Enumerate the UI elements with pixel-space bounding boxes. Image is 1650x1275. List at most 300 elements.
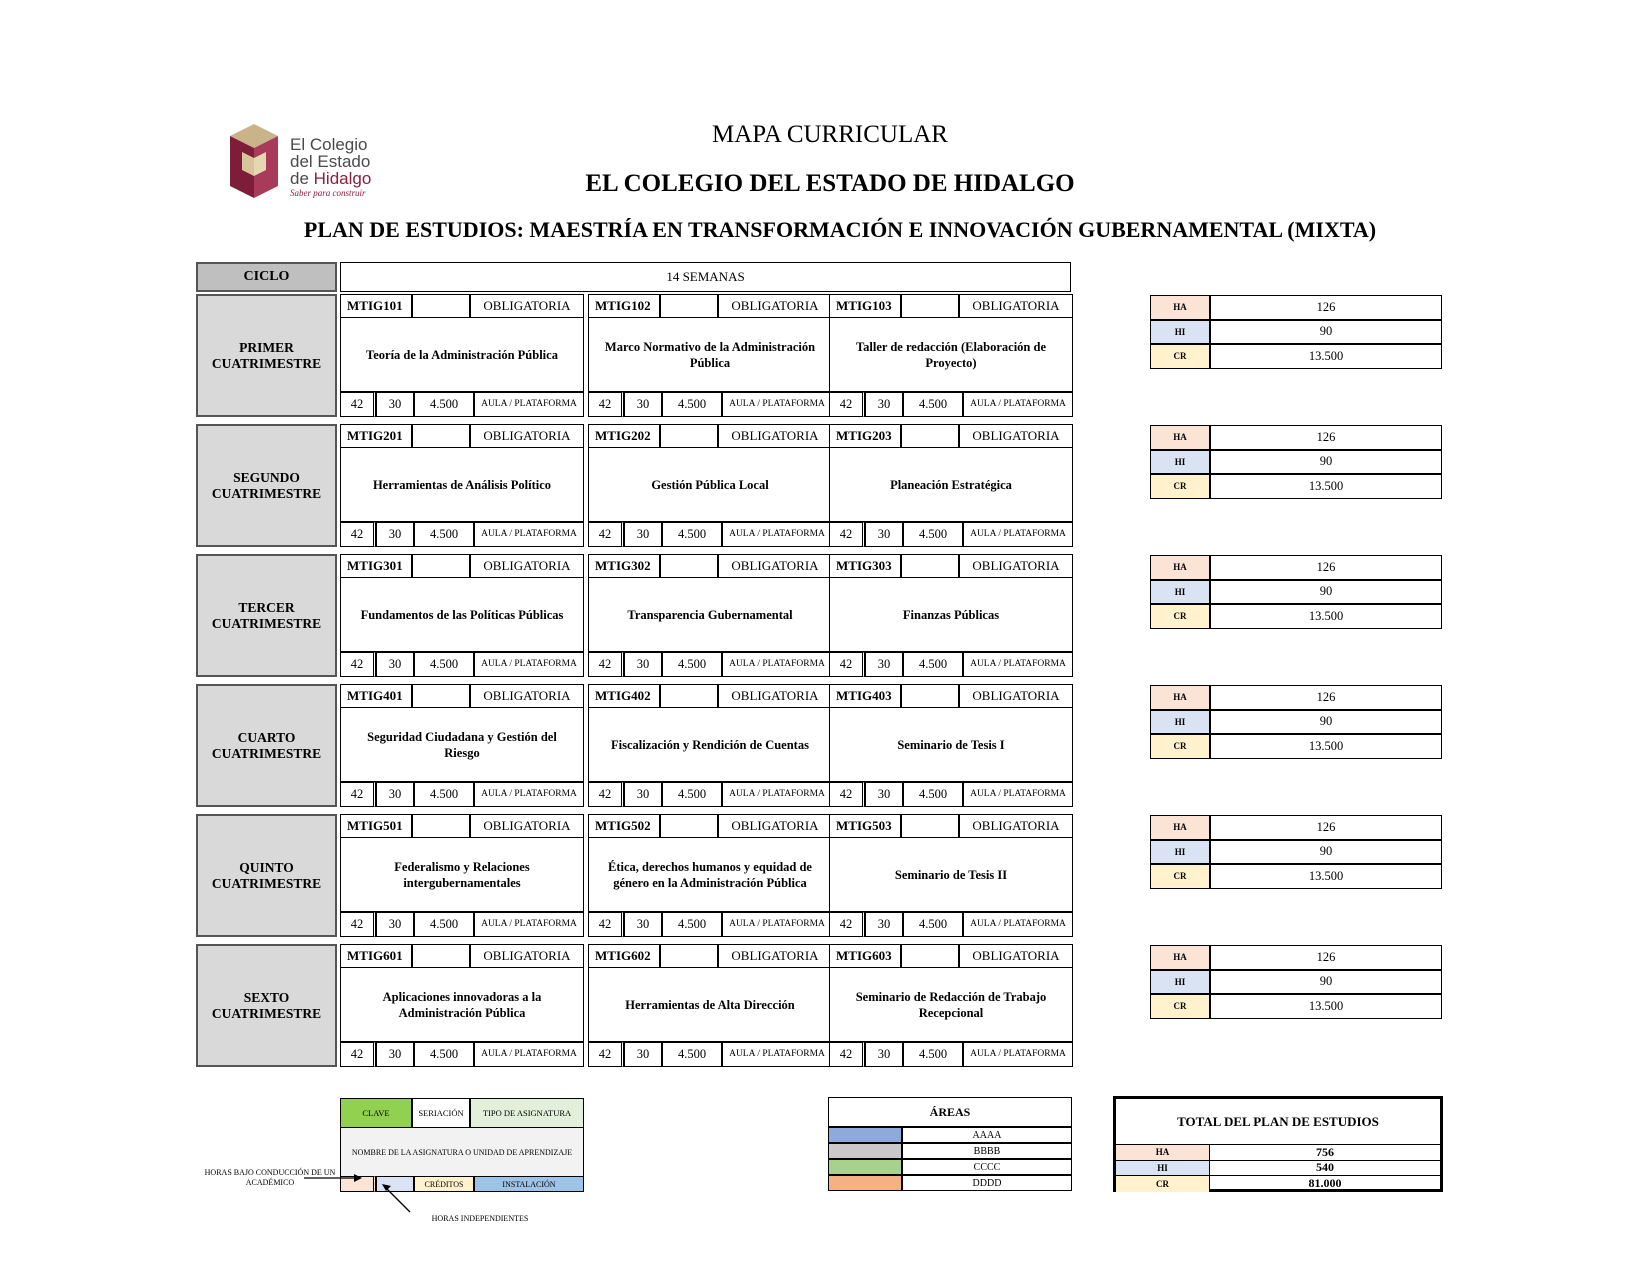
- semester-name: CUARTO CUATRIMESTRE: [211, 729, 322, 761]
- course-header-row: [829, 944, 1073, 968]
- area-color-swatch: [828, 1127, 902, 1143]
- course-credits: 4.500: [414, 522, 474, 547]
- course-code: MTIG101: [340, 294, 412, 318]
- course-hi: 30: [624, 782, 662, 807]
- course-hi: 30: [624, 912, 662, 937]
- course-seriation: [412, 944, 470, 968]
- course-credits: 4.500: [662, 1042, 722, 1067]
- summary-row-ha: [1150, 815, 1442, 840]
- semester-label: [196, 944, 337, 1067]
- semester-summary: [1150, 555, 1442, 629]
- course-header-row: [829, 424, 1073, 448]
- course-code: MTIG502: [588, 814, 660, 838]
- course-card: [588, 944, 832, 1067]
- course-card: [588, 294, 832, 417]
- summary-cr-value: 13.500: [1210, 604, 1442, 629]
- area-label: CCCC: [902, 1159, 1072, 1175]
- course-type: OBLIGATORIA: [470, 814, 584, 838]
- course-name: Planeación Estratégica: [829, 448, 1073, 522]
- summary-row-cr: [1150, 474, 1442, 499]
- course-installation: AULA / PLATAFORMA: [474, 522, 584, 547]
- course-hi: 30: [624, 522, 662, 547]
- summary-cr-label: CR: [1150, 734, 1210, 759]
- course-hours-row: [588, 912, 832, 937]
- course-name: Herramientas de Análisis Político: [340, 448, 584, 522]
- summary-row-ha: [1150, 555, 1442, 580]
- areas-list: [828, 1127, 1072, 1191]
- course-hours-row: [829, 522, 1073, 547]
- legend-clave: CLAVE: [340, 1098, 412, 1128]
- area-color-swatch: [828, 1143, 902, 1159]
- course-type: OBLIGATORIA: [718, 814, 832, 838]
- course-header-row: [588, 684, 832, 708]
- course-type: OBLIGATORIA: [959, 554, 1073, 578]
- course-hi: 30: [376, 1042, 414, 1067]
- course-credits: 4.500: [903, 912, 963, 937]
- summary-hi-label: HI: [1150, 840, 1210, 865]
- course-name: Ética, derechos humanos y equidad de género en la Administración Pública: [588, 838, 832, 912]
- ciclo-header: CICLO: [196, 262, 337, 292]
- total-title: TOTAL DEL PLAN DE ESTUDIOS: [1116, 1099, 1440, 1145]
- summary-cr-value: 13.500: [1210, 734, 1442, 759]
- course-hours-row: [340, 652, 584, 677]
- course-card: [340, 944, 584, 1067]
- semester-summary: [1150, 815, 1442, 889]
- course-header-row: [829, 814, 1073, 838]
- course-name: Federalismo y Relaciones intergubernamentales: [340, 838, 584, 912]
- course-installation: AULA / PLATAFORMA: [474, 782, 584, 807]
- course-card: [829, 814, 1073, 937]
- course-seriation: [901, 944, 959, 968]
- course-hi: 30: [376, 522, 414, 547]
- total-row-cr: [1116, 1176, 1440, 1192]
- course-credits: 4.500: [903, 782, 963, 807]
- summary-hi-label: HI: [1150, 970, 1210, 995]
- logo-line-2: del Estado: [290, 152, 371, 171]
- course-card: [829, 424, 1073, 547]
- summary-hi-value: 90: [1210, 450, 1442, 475]
- program-title: PLAN DE ESTUDIOS: MAESTRÍA EN TRANSFORMACIÓN E INNOVACIÓN GUBERNAMENTAL (MIXTA): [303, 217, 1377, 242]
- total-hi-label: HI: [1116, 1161, 1210, 1177]
- course-code: MTIG401: [340, 684, 412, 708]
- weeks-header: 14 SEMANAS: [340, 262, 1071, 292]
- course-header-row: [340, 944, 584, 968]
- course-header-row: [588, 294, 832, 318]
- course-seriation: [412, 684, 470, 708]
- course-hi: 30: [865, 912, 903, 937]
- course-ha: 42: [829, 1042, 865, 1067]
- logo-line-3-pre: de: [290, 169, 314, 188]
- areas-title: ÁREAS: [828, 1097, 1072, 1127]
- legend-note-hi: HORAS INDEPENDIENTES: [431, 1214, 529, 1223]
- course-type: OBLIGATORIA: [718, 944, 832, 968]
- course-hi: 30: [865, 392, 903, 417]
- semester-name: SEXTO CUATRIMESTRE: [211, 989, 322, 1021]
- logo-wordmark: [290, 136, 371, 187]
- semester-summary: [1150, 685, 1442, 759]
- course-type: OBLIGATORIA: [470, 944, 584, 968]
- course-type: OBLIGATORIA: [718, 684, 832, 708]
- semester-label: [196, 814, 337, 937]
- course-header-row: [340, 684, 584, 708]
- summary-hi-value: 90: [1210, 970, 1442, 995]
- course-hours-row: [340, 392, 584, 417]
- summary-ha-label: HA: [1150, 425, 1210, 450]
- course-seriation: [901, 554, 959, 578]
- course-code: MTIG103: [829, 294, 901, 318]
- course-ha: 42: [829, 912, 865, 937]
- course-seriation: [901, 814, 959, 838]
- semester-name: TERCER CUATRIMESTRE: [211, 599, 322, 631]
- course-seriation: [412, 424, 470, 448]
- course-ha: 42: [829, 652, 865, 677]
- course-code: MTIG601: [340, 944, 412, 968]
- summary-cr-label: CR: [1150, 344, 1210, 369]
- summary-row-hi: [1150, 580, 1442, 605]
- course-header-row: [829, 554, 1073, 578]
- course-hours-row: [588, 1042, 832, 1067]
- summary-hi-label: HI: [1150, 320, 1210, 345]
- course-type: OBLIGATORIA: [470, 294, 584, 318]
- course-code: MTIG501: [340, 814, 412, 838]
- course-hours-row: [829, 652, 1073, 677]
- semester-label: [196, 684, 337, 807]
- course-seriation: [412, 294, 470, 318]
- legend-nombre: NOMBRE DE LA ASIGNATURA O UNIDAD DE APRENDIZAJE: [340, 1128, 584, 1176]
- logo-cube-icon: [228, 122, 280, 200]
- course-name: Taller de redacción (Elaboración de Proyecto): [829, 318, 1073, 392]
- course-header-row: [340, 814, 584, 838]
- course-type: OBLIGATORIA: [470, 554, 584, 578]
- summary-cr-value: 13.500: [1210, 994, 1442, 1019]
- course-installation: AULA / PLATAFORMA: [963, 392, 1073, 417]
- course-card: [588, 684, 832, 807]
- total-row-ha: [1116, 1145, 1440, 1161]
- course-header-row: [829, 684, 1073, 708]
- course-installation: AULA / PLATAFORMA: [722, 782, 832, 807]
- summary-ha-label: HA: [1150, 685, 1210, 710]
- summary-ha-value: 126: [1210, 555, 1442, 580]
- course-hi: 30: [376, 782, 414, 807]
- course-hi: 30: [376, 652, 414, 677]
- course-ha: 42: [340, 652, 376, 677]
- course-installation: AULA / PLATAFORMA: [963, 1042, 1073, 1067]
- course-header-row: [588, 424, 832, 448]
- course-seriation: [660, 814, 718, 838]
- area-label: AAAA: [902, 1127, 1072, 1143]
- course-card: [340, 424, 584, 547]
- course-ha: 42: [340, 1042, 376, 1067]
- course-hours-row: [588, 392, 832, 417]
- course-seriation: [412, 554, 470, 578]
- course-hours-row: [829, 782, 1073, 807]
- total-cr-label: CR: [1116, 1176, 1210, 1192]
- semester-name: QUINTO CUATRIMESTRE: [211, 859, 322, 891]
- summary-ha-value: 126: [1210, 685, 1442, 710]
- course-code: MTIG302: [588, 554, 660, 578]
- course-code: MTIG201: [340, 424, 412, 448]
- logo-line-3: [290, 170, 371, 187]
- course-code: MTIG403: [829, 684, 901, 708]
- course-seriation: [901, 424, 959, 448]
- course-credits: 4.500: [414, 392, 474, 417]
- course-card: [829, 554, 1073, 677]
- course-ha: 42: [588, 1042, 624, 1067]
- course-type: OBLIGATORIA: [959, 684, 1073, 708]
- course-credits: 4.500: [903, 652, 963, 677]
- summary-ha-label: HA: [1150, 555, 1210, 580]
- course-hours-row: [829, 1042, 1073, 1067]
- course-hours-row: [588, 522, 832, 547]
- course-installation: AULA / PLATAFORMA: [963, 652, 1073, 677]
- total-ha-value: 756: [1210, 1145, 1440, 1161]
- course-header-row: [588, 554, 832, 578]
- course-code: MTIG503: [829, 814, 901, 838]
- legend-creditos: CRÉDITOS: [414, 1176, 474, 1192]
- course-credits: 4.500: [414, 652, 474, 677]
- summary-hi-label: HI: [1150, 580, 1210, 605]
- course-code: MTIG102: [588, 294, 660, 318]
- course-installation: AULA / PLATAFORMA: [963, 782, 1073, 807]
- legend-arrows-icon: [300, 1170, 420, 1220]
- course-card: [588, 814, 832, 937]
- course-name: Fundamentos de las Políticas Públicas: [340, 578, 584, 652]
- course-card: [829, 294, 1073, 417]
- logo-line-1: El Colegio: [290, 135, 368, 154]
- course-code: MTIG602: [588, 944, 660, 968]
- area-color-swatch: [828, 1175, 902, 1191]
- course-type: OBLIGATORIA: [959, 294, 1073, 318]
- course-type: OBLIGATORIA: [470, 424, 584, 448]
- course-hours-row: [340, 782, 584, 807]
- course-type: OBLIGATORIA: [470, 684, 584, 708]
- course-credits: 4.500: [662, 782, 722, 807]
- summary-ha-label: HA: [1150, 815, 1210, 840]
- logo-tagline: Saber para construir: [290, 188, 366, 198]
- course-credits: 4.500: [662, 912, 722, 937]
- summary-hi-label: HI: [1150, 710, 1210, 735]
- course-hi: 30: [376, 392, 414, 417]
- summary-row-cr: [1150, 994, 1442, 1019]
- course-name: Finanzas Públicas: [829, 578, 1073, 652]
- summary-cr-value: 13.500: [1210, 474, 1442, 499]
- course-hours-row: [588, 652, 832, 677]
- course-name: Seminario de Tesis II: [829, 838, 1073, 912]
- course-ha: 42: [340, 782, 376, 807]
- course-hi: 30: [624, 652, 662, 677]
- course-credits: 4.500: [903, 392, 963, 417]
- course-name: Seguridad Ciudadana y Gestión del Riesgo: [340, 708, 584, 782]
- course-code: MTIG603: [829, 944, 901, 968]
- area-row: [828, 1143, 1072, 1159]
- course-code: MTIG402: [588, 684, 660, 708]
- summary-row-ha: [1150, 945, 1442, 970]
- course-ha: 42: [588, 522, 624, 547]
- semester-label: [196, 294, 337, 417]
- summary-ha-value: 126: [1210, 425, 1442, 450]
- course-name: Marco Normativo de la Administración Pública: [588, 318, 832, 392]
- semester-name: PRIMER CUATRIMESTRE: [211, 339, 322, 371]
- semester-label: [196, 424, 337, 547]
- total-cr-value: 81.000: [1308, 1176, 1342, 1191]
- course-code: MTIG301: [340, 554, 412, 578]
- course-header-row: [340, 554, 584, 578]
- course-type: OBLIGATORIA: [959, 424, 1073, 448]
- total-row-hi: [1116, 1161, 1440, 1177]
- course-installation: AULA / PLATAFORMA: [722, 522, 832, 547]
- course-credits: 4.500: [414, 782, 474, 807]
- area-row: [828, 1175, 1072, 1191]
- semester-summary: [1150, 945, 1442, 1019]
- course-hi: 30: [624, 392, 662, 417]
- total-plan-box: [1113, 1096, 1443, 1192]
- course-ha: 42: [588, 392, 624, 417]
- semester-summary: [1150, 425, 1442, 499]
- course-ha: 42: [588, 782, 624, 807]
- course-name: Seminario de Redacción de Trabajo Recepcional: [829, 968, 1073, 1042]
- course-card: [829, 684, 1073, 807]
- course-seriation: [660, 554, 718, 578]
- area-label: BBBB: [902, 1143, 1072, 1159]
- areas-legend: [828, 1097, 1072, 1191]
- summary-cr-label: CR: [1150, 474, 1210, 499]
- course-card: [340, 554, 584, 677]
- course-hours-row: [829, 912, 1073, 937]
- summary-row-hi: [1150, 710, 1442, 735]
- course-name: Herramientas de Alta Dirección: [588, 968, 832, 1042]
- course-credits: 4.500: [662, 392, 722, 417]
- course-card: [340, 294, 584, 417]
- course-hours-row: [588, 782, 832, 807]
- course-credits: 4.500: [903, 522, 963, 547]
- course-code: MTIG303: [829, 554, 901, 578]
- course-card: [829, 944, 1073, 1067]
- course-type: OBLIGATORIA: [718, 424, 832, 448]
- course-seriation: [901, 294, 959, 318]
- area-row: [828, 1127, 1072, 1143]
- course-header-row: [340, 424, 584, 448]
- course-ha: 42: [829, 782, 865, 807]
- summary-row-ha: [1150, 295, 1442, 320]
- page-title: MAPA CURRICULAR: [712, 121, 948, 148]
- summary-cr-value: 13.500: [1210, 344, 1442, 369]
- summary-cr-label: CR: [1150, 604, 1210, 629]
- course-card: [340, 684, 584, 807]
- summary-hi-value: 90: [1210, 840, 1442, 865]
- course-credits: 4.500: [662, 522, 722, 547]
- summary-hi-label: HI: [1150, 450, 1210, 475]
- course-header-row: [829, 294, 1073, 318]
- summary-hi-value: 90: [1210, 580, 1442, 605]
- summary-row-hi: [1150, 840, 1442, 865]
- course-seriation: [660, 684, 718, 708]
- course-credits: 4.500: [662, 652, 722, 677]
- course-ha: 42: [829, 392, 865, 417]
- course-installation: AULA / PLATAFORMA: [722, 912, 832, 937]
- course-hi: 30: [865, 522, 903, 547]
- course-installation: AULA / PLATAFORMA: [722, 1042, 832, 1067]
- area-color-swatch: [828, 1159, 902, 1175]
- course-code: MTIG202: [588, 424, 660, 448]
- summary-row-cr: [1150, 864, 1442, 889]
- summary-row-cr: [1150, 604, 1442, 629]
- summary-ha-label: HA: [1150, 295, 1210, 320]
- course-installation: AULA / PLATAFORMA: [474, 1042, 584, 1067]
- summary-row-ha: [1150, 425, 1442, 450]
- course-header-row: [340, 294, 584, 318]
- course-ha: 42: [829, 522, 865, 547]
- course-ha: 42: [340, 392, 376, 417]
- area-row: [828, 1159, 1072, 1175]
- course-card: [588, 424, 832, 547]
- course-name: Fiscalización y Rendición de Cuentas: [588, 708, 832, 782]
- course-code: MTIG203: [829, 424, 901, 448]
- course-hours-row: [829, 392, 1073, 417]
- summary-cr-label: CR: [1150, 994, 1210, 1019]
- semester-summary: [1150, 295, 1442, 369]
- course-hours-row: [340, 912, 584, 937]
- legend-tipo: TIPO DE ASIGNATURA: [470, 1098, 584, 1128]
- course-name: Transparencia Gubernamental: [588, 578, 832, 652]
- course-seriation: [412, 814, 470, 838]
- summary-ha-label: HA: [1150, 945, 1210, 970]
- legend-seriacion: SERIACIÓN: [412, 1098, 470, 1128]
- course-installation: AULA / PLATAFORMA: [474, 392, 584, 417]
- summary-ha-value: 126: [1210, 945, 1442, 970]
- course-card: [588, 554, 832, 677]
- course-type: OBLIGATORIA: [959, 814, 1073, 838]
- course-credits: 4.500: [414, 912, 474, 937]
- legend-note-ha: HORAS BAJO CONDUCCIÓN DE UN ACADÉMICO: [204, 1168, 336, 1187]
- summary-cr-label: CR: [1150, 864, 1210, 889]
- course-seriation: [660, 294, 718, 318]
- summary-ha-value: 126: [1210, 295, 1442, 320]
- total-ha-label: HA: [1116, 1145, 1210, 1161]
- summary-row-hi: [1150, 450, 1442, 475]
- course-hours-row: [340, 522, 584, 547]
- logo-line-3-highlight: Hidalgo: [313, 169, 372, 188]
- course-seriation: [660, 944, 718, 968]
- course-installation: AULA / PLATAFORMA: [963, 522, 1073, 547]
- summary-hi-value: 90: [1210, 320, 1442, 345]
- course-type: OBLIGATORIA: [718, 554, 832, 578]
- course-installation: AULA / PLATAFORMA: [474, 652, 584, 677]
- summary-row-hi: [1150, 320, 1442, 345]
- course-credits: 4.500: [414, 1042, 474, 1067]
- course-seriation: [660, 424, 718, 448]
- course-installation: AULA / PLATAFORMA: [722, 652, 832, 677]
- course-card: [340, 814, 584, 937]
- course-hi: 30: [865, 652, 903, 677]
- course-name: Seminario de Tesis I: [829, 708, 1073, 782]
- course-hi: 30: [624, 1042, 662, 1067]
- area-label: DDDD: [902, 1175, 1072, 1191]
- total-hi-value: 540: [1210, 1161, 1440, 1177]
- legend-row-top: [340, 1098, 584, 1128]
- course-credits: 4.500: [903, 1042, 963, 1067]
- summary-ha-value: 126: [1210, 815, 1442, 840]
- course-header-row: [588, 944, 832, 968]
- course-ha: 42: [588, 912, 624, 937]
- course-seriation: [901, 684, 959, 708]
- course-type: OBLIGATORIA: [718, 294, 832, 318]
- course-hi: 30: [376, 912, 414, 937]
- semester-name: SEGUNDO CUATRIMESTRE: [211, 469, 322, 501]
- course-ha: 42: [340, 522, 376, 547]
- course-header-row: [588, 814, 832, 838]
- institution-logo: [228, 122, 398, 202]
- course-type: OBLIGATORIA: [959, 944, 1073, 968]
